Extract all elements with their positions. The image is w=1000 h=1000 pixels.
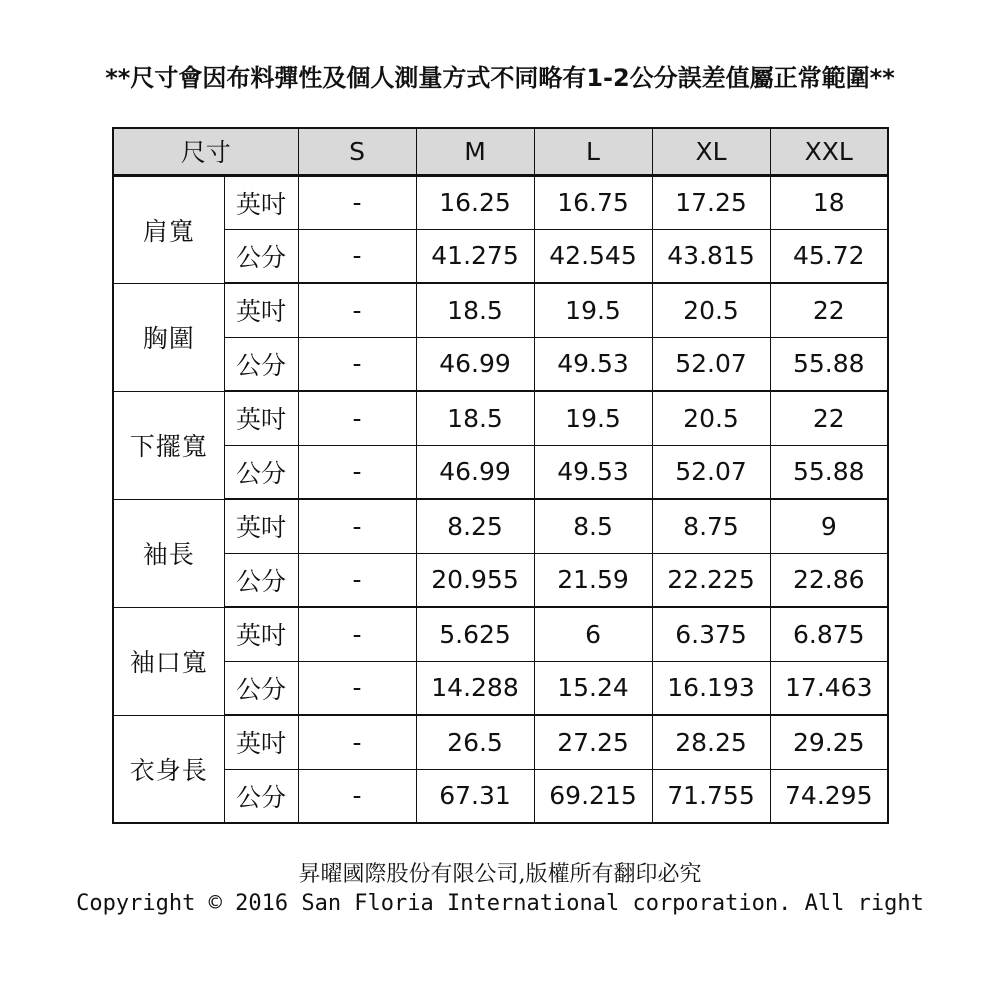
value-cell: 43.815	[652, 229, 770, 283]
unit-inch: 英吋	[224, 715, 298, 769]
value-cell: 17.25	[652, 175, 770, 229]
value-cell: 18.5	[416, 283, 534, 337]
value-cell: 42.545	[534, 229, 652, 283]
value-cell: -	[298, 229, 416, 283]
value-cell: -	[298, 769, 416, 823]
header-size-label: 尺寸	[113, 128, 298, 175]
unit-inch: 英吋	[224, 283, 298, 337]
value-cell: 16.25	[416, 175, 534, 229]
value-cell: 55.88	[770, 445, 888, 499]
unit-cm: 公分	[224, 661, 298, 715]
table-row	[113, 715, 888, 769]
value-cell: 18	[770, 175, 888, 229]
value-cell: 22.225	[652, 553, 770, 607]
unit-cm: 公分	[224, 769, 298, 823]
value-cell: 52.07	[652, 445, 770, 499]
table-row	[113, 445, 888, 499]
value-cell: 74.295	[770, 769, 888, 823]
value-cell: 71.755	[652, 769, 770, 823]
header-size-xxl: XXL	[770, 128, 888, 175]
value-cell: 49.53	[534, 445, 652, 499]
value-cell: 29.25	[770, 715, 888, 769]
value-cell: 22.86	[770, 553, 888, 607]
measure-name-chest: 胸圍	[113, 283, 224, 391]
value-cell: 8.5	[534, 499, 652, 553]
value-cell: 20.5	[652, 283, 770, 337]
copyright-company-line: 昇曜國際股份有限公司,版權所有翻印必究	[298, 862, 702, 887]
header-size-m: M	[416, 128, 534, 175]
value-cell: -	[298, 391, 416, 445]
table-row	[113, 229, 888, 283]
table-row	[113, 661, 888, 715]
value-cell: 16.75	[534, 175, 652, 229]
value-cell: 9	[770, 499, 888, 553]
measure-name-sleeve-length: 袖長	[113, 499, 224, 607]
unit-cm: 公分	[224, 445, 298, 499]
table-row	[113, 283, 888, 337]
value-cell: 20.955	[416, 553, 534, 607]
unit-cm: 公分	[224, 229, 298, 283]
table-row	[113, 175, 888, 229]
value-cell: -	[298, 337, 416, 391]
size-chart-table	[112, 127, 889, 824]
value-cell: 26.5	[416, 715, 534, 769]
value-cell: 28.25	[652, 715, 770, 769]
table-row	[113, 769, 888, 823]
measure-name-cuff-width: 袖口寬	[113, 607, 224, 715]
value-cell: 46.99	[416, 445, 534, 499]
table-row	[113, 391, 888, 445]
unit-inch: 英吋	[224, 175, 298, 229]
value-cell: 46.99	[416, 337, 534, 391]
value-cell: 67.31	[416, 769, 534, 823]
value-cell: -	[298, 607, 416, 661]
value-cell: 22	[770, 283, 888, 337]
value-cell: -	[298, 283, 416, 337]
value-cell: 8.25	[416, 499, 534, 553]
value-cell: 45.72	[770, 229, 888, 283]
header-size-l: L	[534, 128, 652, 175]
value-cell: 22	[770, 391, 888, 445]
value-cell: 49.53	[534, 337, 652, 391]
value-cell: 19.5	[534, 283, 652, 337]
table-row	[113, 499, 888, 553]
value-cell: -	[298, 553, 416, 607]
value-cell: 6.375	[652, 607, 770, 661]
unit-inch: 英吋	[224, 607, 298, 661]
measure-name-hem-width: 下擺寬	[113, 391, 224, 499]
header-row	[113, 128, 888, 175]
value-cell: 17.463	[770, 661, 888, 715]
table-row	[113, 337, 888, 391]
value-cell: 21.59	[534, 553, 652, 607]
value-cell: 52.07	[652, 337, 770, 391]
size-notice: **尺寸會因布料彈性及個人測量方式不同略有1-2公分誤差值屬正常範圍**	[105, 64, 895, 92]
value-cell: 6	[534, 607, 652, 661]
value-cell: 14.288	[416, 661, 534, 715]
value-cell: 6.875	[770, 607, 888, 661]
value-cell: -	[298, 715, 416, 769]
value-cell: 5.625	[416, 607, 534, 661]
unit-inch: 英吋	[224, 499, 298, 553]
value-cell: 8.75	[652, 499, 770, 553]
measure-name-shoulder: 肩寬	[113, 175, 224, 283]
header-size-s: S	[298, 128, 416, 175]
value-cell: 41.275	[416, 229, 534, 283]
value-cell: 16.193	[652, 661, 770, 715]
value-cell: 69.215	[534, 769, 652, 823]
unit-inch: 英吋	[224, 391, 298, 445]
table-row	[113, 607, 888, 661]
value-cell: 18.5	[416, 391, 534, 445]
value-cell: 20.5	[652, 391, 770, 445]
measure-name-body-length: 衣身長	[113, 715, 224, 823]
table-row	[113, 553, 888, 607]
unit-cm: 公分	[224, 553, 298, 607]
header-size-xl: XL	[652, 128, 770, 175]
value-cell: -	[298, 661, 416, 715]
value-cell: -	[298, 499, 416, 553]
value-cell: 19.5	[534, 391, 652, 445]
value-cell: -	[298, 445, 416, 499]
value-cell: 55.88	[770, 337, 888, 391]
copyright-english-line: Copyright © 2016 San Floria International corporation. All right	[76, 891, 924, 916]
value-cell: 27.25	[534, 715, 652, 769]
unit-cm: 公分	[224, 337, 298, 391]
value-cell: 15.24	[534, 661, 652, 715]
value-cell: -	[298, 175, 416, 229]
